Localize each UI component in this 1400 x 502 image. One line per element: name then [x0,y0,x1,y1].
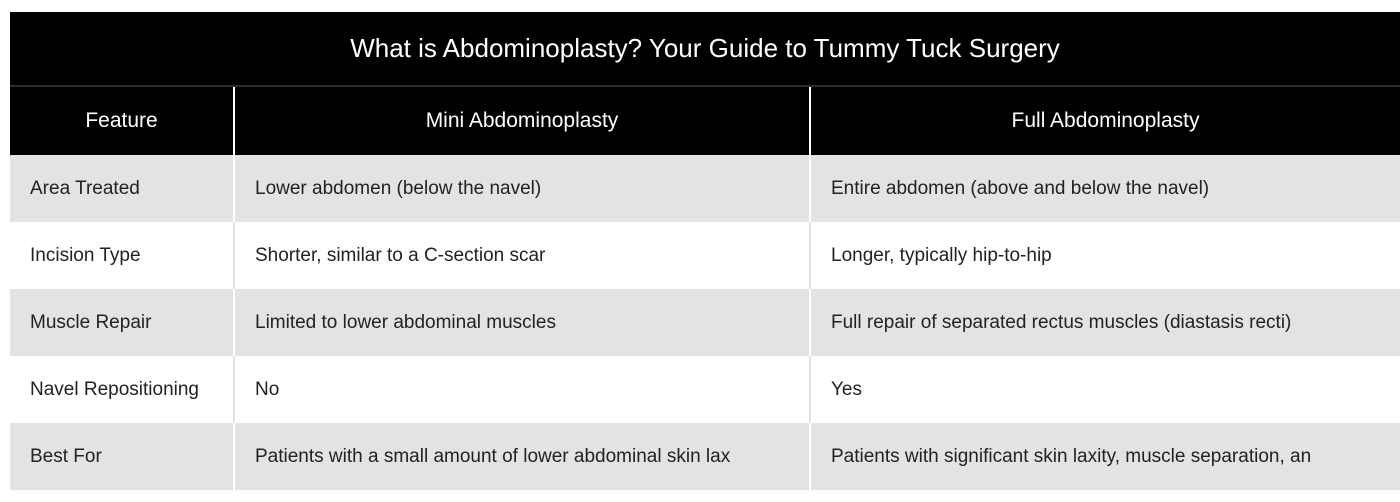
feature-cell: Best For [10,423,234,490]
mini-cell: No [234,356,810,423]
full-cell: Full repair of separated rectus muscles (diastasis recti) [810,289,1400,356]
feature-cell: Muscle Repair [10,289,234,356]
comparison-table [10,87,1400,490]
table-row [10,289,1400,356]
feature-cell: Navel Repositioning [10,356,234,423]
mini-cell: Lower abdomen (below the navel) [234,155,810,222]
feature-cell: Incision Type [10,222,234,289]
table-row [10,222,1400,289]
header-full-abdominoplasty: Full Abdominoplasty [810,87,1400,155]
mini-cell: Shorter, similar to a C-section scar [234,222,810,289]
table-row [10,155,1400,222]
comparison-table-container [10,12,1400,494]
table-row [10,356,1400,423]
table-row [10,423,1400,490]
full-cell: Longer, typically hip-to-hip [810,222,1400,289]
feature-cell: Area Treated [10,155,234,222]
header-feature: Feature [10,87,234,155]
header-row [10,87,1400,155]
full-cell: Patients with significant skin laxity, muscle separation, an [810,423,1400,490]
full-cell: Entire abdomen (above and below the navel) [810,155,1400,222]
mini-cell: Patients with a small amount of lower abdominal skin lax [234,423,810,490]
table-title: What is Abdominoplasty? Your Guide to Tummy Tuck Surgery [10,12,1400,87]
full-cell: Yes [810,356,1400,423]
header-mini-abdominoplasty: Mini Abdominoplasty [234,87,810,155]
mini-cell: Limited to lower abdominal muscles [234,289,810,356]
